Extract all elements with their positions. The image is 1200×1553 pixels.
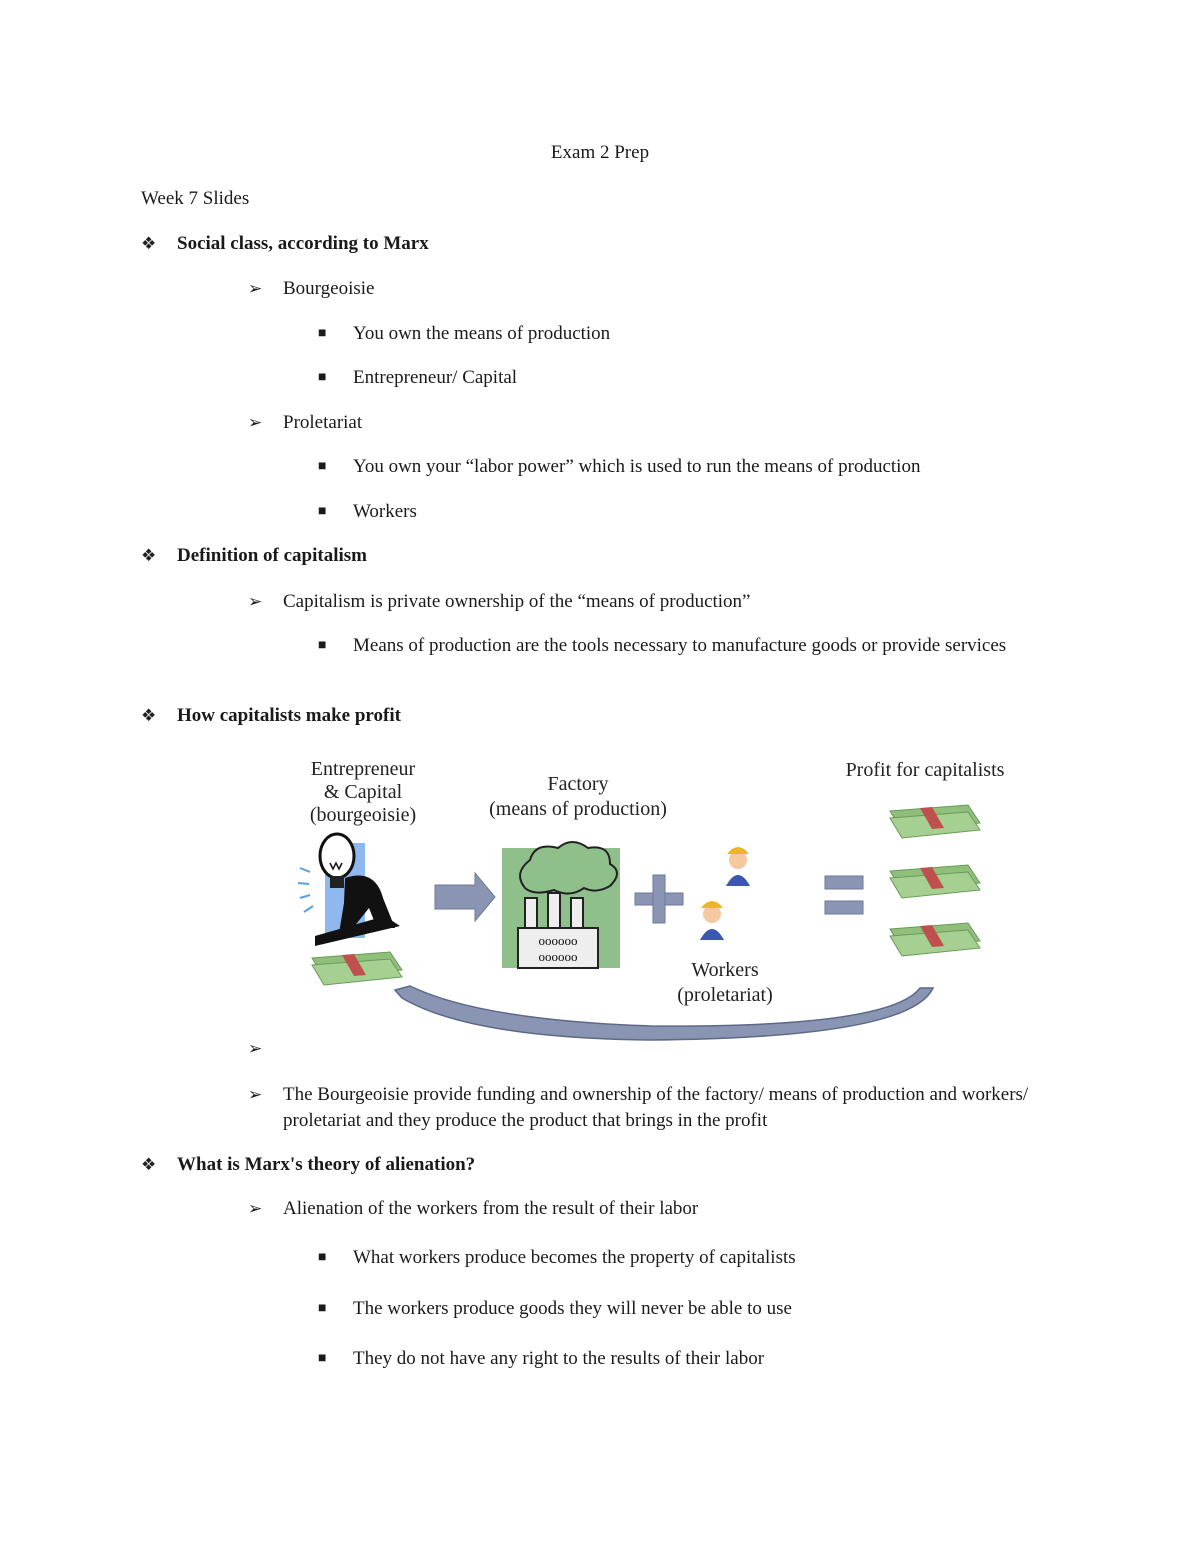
square-bullet-icon: ■ (318, 638, 327, 653)
worker-icon (726, 847, 750, 886)
list-item: Bourgeoisie (283, 278, 375, 299)
return-arrow-icon (395, 986, 933, 1040)
list-item: The Bourgeoisie provide funding and ownership of the factory/ means of production and workers/ proletariat and they produce the product that brings in the profit (283, 1084, 1029, 1131)
sub-list-item: Workers (353, 501, 417, 522)
square-bullet-icon: ■ (318, 1351, 327, 1366)
entrepreneur-label-line3: (bourgeoisie) (309, 804, 417, 826)
sub-list-item: They do not have any right to the results of their labor (353, 1348, 765, 1369)
sub-list-item: The workers produce goods they will never be able to use (353, 1298, 792, 1319)
workers-label-line2: (proletariat) (677, 984, 773, 1006)
equals-icon (825, 876, 863, 914)
money-stack-icon (890, 923, 980, 956)
profit-diagram (290, 748, 1050, 1048)
factory-windows: oooooo (538, 949, 578, 964)
page-title: Exam 2 Prep (550, 142, 650, 163)
factory-label-line1: Factory (547, 773, 609, 795)
profit-label: Profit for capitalists (845, 759, 1005, 781)
arrow-bullet-icon: ➢ (248, 1039, 263, 1058)
list-item: Alienation of the workers from the result of their labor (283, 1198, 699, 1219)
worker-icon (700, 901, 724, 940)
money-stack-icon (312, 952, 402, 985)
workers-label-line1: Workers (691, 959, 759, 981)
subtitle: Week 7 Slides (141, 188, 250, 209)
section-heading: Definition of capitalism (177, 545, 367, 566)
sub-list-item: You own the means of production (353, 323, 611, 344)
sub-list-item: Means of production are the tools necessary to manufacture goods or provide services (353, 635, 1007, 656)
sub-list-item: What workers produce becomes the property of capitalists (353, 1247, 796, 1268)
entrepreneur-label-line2: & Capital (323, 781, 403, 803)
square-bullet-icon: ■ (318, 1250, 327, 1265)
factory-icon (502, 842, 620, 968)
diamond-bullet-icon: ❖ (141, 234, 157, 253)
sub-list-item: You own your “labor power” which is used to run the means of production (353, 456, 921, 477)
entrepreneur-label-line1: Entrepreneur (310, 758, 416, 780)
diamond-bullet-icon: ❖ (141, 706, 157, 725)
diamond-bullet-icon: ❖ (141, 1155, 157, 1174)
list-item: Capitalism is private ownership of the “means of production” (283, 591, 751, 612)
arrow-bullet-icon: ➢ (248, 1085, 263, 1104)
money-stack-icon (890, 805, 980, 838)
factory-windows: oooooo (538, 933, 578, 948)
diamond-bullet-icon: ❖ (141, 546, 157, 565)
arrow-bullet-icon: ➢ (248, 1199, 263, 1218)
plus-icon (635, 875, 683, 923)
square-bullet-icon: ■ (318, 504, 327, 519)
factory-label-line2: (means of production) (489, 798, 667, 820)
entrepreneur-icon (298, 834, 400, 946)
section-heading: Social class, according to Marx (177, 233, 429, 254)
money-stack-icon (890, 865, 980, 898)
square-bullet-icon: ■ (318, 1301, 327, 1316)
right-arrow-icon (435, 873, 495, 921)
sub-list-item: Entrepreneur/ Capital (353, 367, 518, 388)
square-bullet-icon: ■ (318, 326, 327, 341)
arrow-bullet-icon: ➢ (248, 279, 263, 298)
section-heading: What is Marx's theory of alienation? (177, 1154, 476, 1175)
square-bullet-icon: ■ (318, 459, 327, 474)
list-item: Proletariat (283, 412, 363, 433)
arrow-bullet-icon: ➢ (248, 592, 263, 611)
section-heading: How capitalists make profit (177, 705, 401, 726)
square-bullet-icon: ■ (318, 370, 327, 385)
arrow-bullet-icon: ➢ (248, 413, 263, 432)
